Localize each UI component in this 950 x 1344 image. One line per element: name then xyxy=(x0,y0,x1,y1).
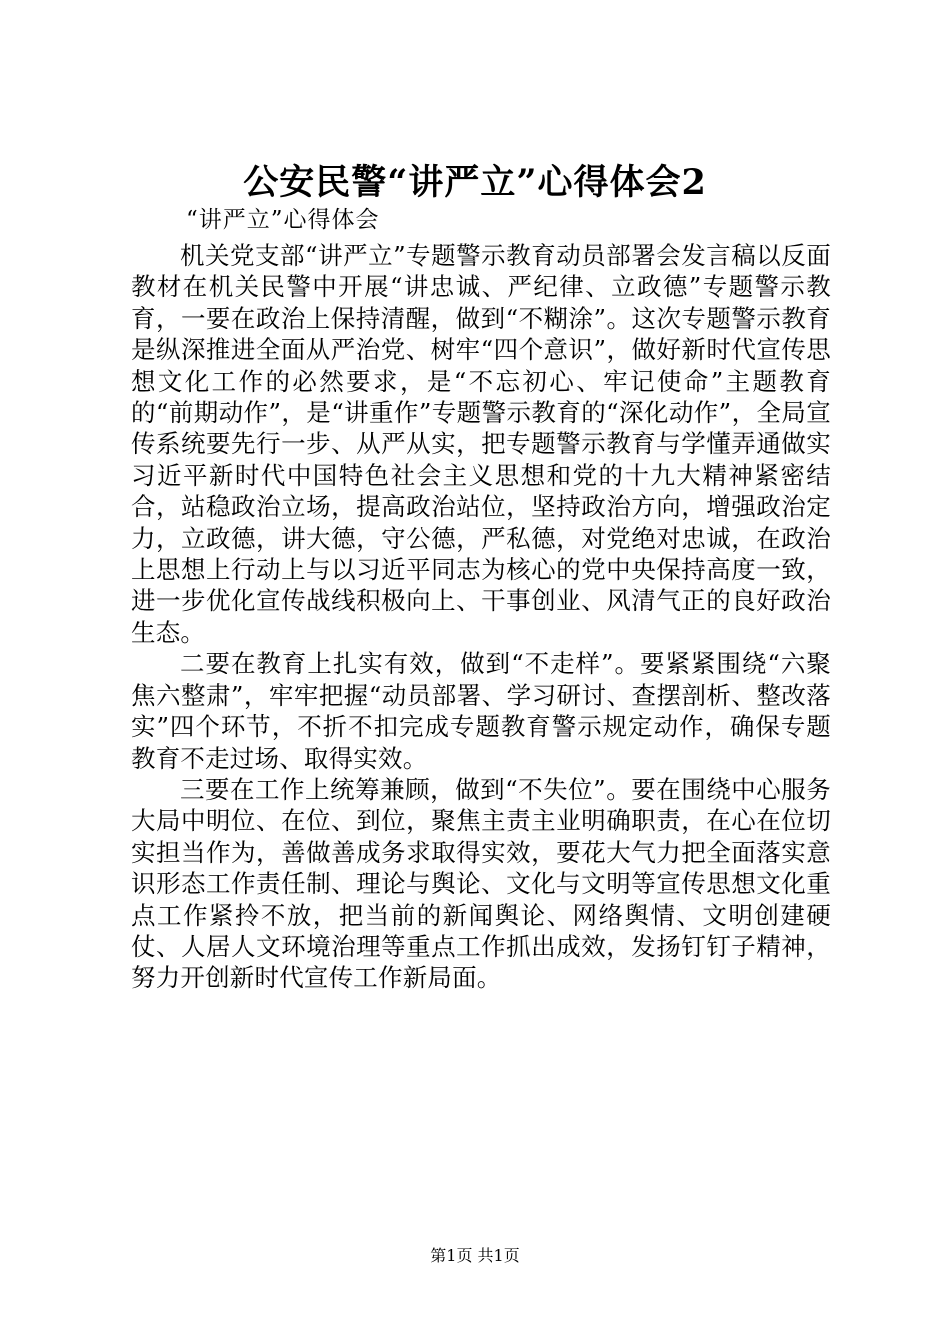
paragraph: 机关党支部“讲严立”专题警示教育动员部署会发言稿以反面教材在机关民警中开展“讲忠诚、严纪律、立政德”专题警示教育，一要在政治上保持清醒，做到“不糊涂”。这次专题警示教育是纵深推进全面从严治党、树牢“四个意识”，做好新时代宣传思想文化工作的必然要求，是“不忘初心、牢记使命”主题教育的“前期动作”，是“讲重作”专题警示教育的“深化动作”，全局宣传系统要先行一步、从严从实，把专题警示教育与学懂弄通做实习近平新时代中国特色社会主义思想和党的十九大精神紧密结合，站稳政治立场，提高政治站位，坚持政治方向，增强政治定力，立政德，讲大德，守公德，严私德，对党绝对忠诚，在政治上思想上行动上与以习近平同志为核心的党中央保持高度一致，进一步优化宣传战线积极向上、干事创业、风清气正的良好政治生态。 xyxy=(131,241,831,647)
paragraph: 三要在工作上统筹兼顾，做到“不失位”。要在围绕中心服务大局中明位、在位、到位，聚焦主责主业明确职责，在心在位切实担当作为，善做善成务求取得实效，要花大气力把全面落实意识形态工作责任制、理论与舆论、文化与文明等宣传思想文化重点工作紧拎不放，把当前的新闻舆论、网络舆情、文明创建硬仗、人居人文环境治理等重点工作抓出成效，发扬钉钉子精神，努力开创新时代宣传工作新局面。 xyxy=(131,774,831,993)
page-footer: 第1页 共1页 xyxy=(430,1246,520,1265)
paragraph: 二要在教育上扎实有效，做到“不走样”。要紧紧围绕“六聚焦六整肃”，牢牢把握“动员部署、学习研讨、查摆剖析、整改落实”四个环节，不折不扣完成专题教育警示规定动作，确保专题教育不走过场、取得实效。 xyxy=(131,649,831,773)
document-body xyxy=(131,240,831,994)
document-title: 公安民警“讲严立”心得体会2 xyxy=(243,162,707,203)
document-subtitle: “讲严立”心得体会 xyxy=(186,207,380,233)
